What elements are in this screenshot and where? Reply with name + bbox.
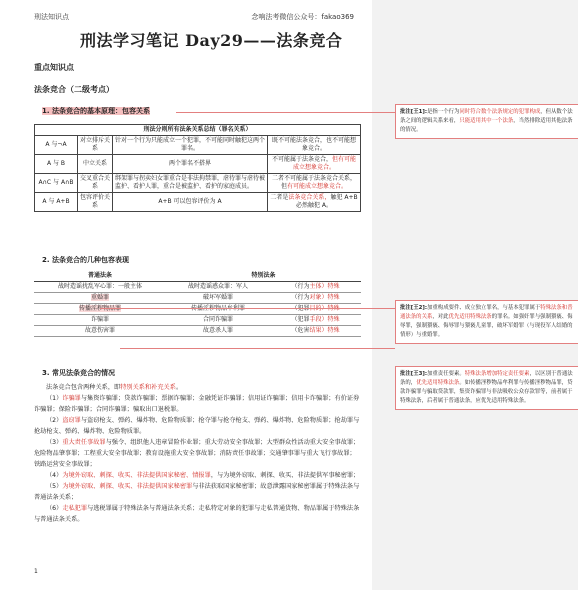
para-text: （2） <box>46 417 63 424</box>
comment-text: 的罪名。如强奸罪与强制猥亵、侮辱罪，强制猥亵、侮辱罪与猥亵儿童罪，破坏军婚罪（与现役军人结婚的情形）与重婚罪。 <box>400 314 573 338</box>
table-header-row <box>34 271 361 282</box>
header-right: 念响法考微信公众号：fakao369 <box>251 13 354 21</box>
header-left: 刑法知识点 <box>34 13 69 21</box>
cell: 中立关系 <box>78 155 113 174</box>
cell <box>34 304 166 315</box>
cell-text: 传播淫秽物品罪 <box>78 305 121 312</box>
comment-author: 批注[王3]: <box>400 371 428 377</box>
table1-caption: 刑法分则所有法条关系总结（罪名关系） <box>35 125 361 136</box>
paragraph <box>34 415 361 437</box>
comment-highlight: 特殊法条和普通法条的关系 <box>400 305 573 320</box>
comment-text: ，对此 <box>432 314 449 320</box>
cell <box>268 155 361 174</box>
cell: 战时造谣惑众罪：军人 <box>166 282 270 293</box>
cell: A∩C 与 A∩B <box>35 174 78 193</box>
cell: A 与 B <box>35 155 78 174</box>
cell-highlight: 手段）特殊 <box>309 316 340 323</box>
body-paragraphs <box>34 382 361 525</box>
page-number: 1 <box>34 568 38 575</box>
paragraph <box>34 481 361 503</box>
comment-2[interactable] <box>395 300 578 344</box>
column-header: 特别法条 <box>166 271 361 282</box>
cell-highlight: 结果）特殊 <box>309 327 340 334</box>
subheading-1-text: 1. 法条竞合的基本原理：包容关系 <box>42 107 150 115</box>
comment-connector <box>176 112 395 113</box>
table-row <box>34 304 361 315</box>
subheading-3: 3. 常见法条竞合的情况 <box>42 369 115 377</box>
page-header <box>34 12 354 22</box>
table-row <box>35 174 361 193</box>
comment-highlight: 同时符合数个法条规定的犯罪构成 <box>459 109 541 115</box>
comment-text: 。如传播淫秽物品牟利罪与传播淫秽物品罪，贷款诈骗罪与骗取贷款罪，集资诈骗罪与非法吸收公众存款罪等，前者属于特殊法条，后者属于普通法条，应优先适用特殊法条。 <box>400 380 573 404</box>
subheading-1 <box>42 106 150 116</box>
comment-text: ，但从数个法条之间的逻辑关系来看， <box>400 109 573 124</box>
table-row <box>35 155 361 174</box>
cell-text: （犯罪 <box>291 316 310 323</box>
cell: 故意杀人罪 <box>166 326 270 337</box>
cell: A 与 A+B <box>35 193 78 212</box>
para-highlight: 为境外窃取、刺探、收买、非法提供国家秘密、情报罪 <box>62 472 211 479</box>
comment-1[interactable] <box>395 104 578 139</box>
cell: 破坏军婚罪 <box>166 293 270 304</box>
cell: 针对一个行为只能成立一个犯罪，不可能同时触犯这两个罪名。 <box>113 136 268 155</box>
comment-text: ，当然排除适用其他法条的情况。 <box>400 118 573 133</box>
para-text: 与非法获取国家秘密罪；故意泄露国家秘密罪属于特殊法条与普通法条关系； <box>34 483 360 501</box>
para-text: （5） <box>46 483 63 490</box>
cell-text: 二者不可能属于法条竞合关系，但 <box>271 175 356 190</box>
para-highlight: 盗窃罪 <box>62 417 81 424</box>
cell-highlight: 对象）特殊 <box>309 294 340 301</box>
cell-highlight: 有可能成立想象竞合。 <box>287 183 348 190</box>
para-text: （3） <box>46 439 63 446</box>
table-row <box>34 315 361 326</box>
cell: A 与¬A <box>35 136 78 155</box>
para-text: 法条竞合包含两种关系，即 <box>46 384 121 391</box>
comment-text: 加重责任要素。 <box>427 371 465 377</box>
cell <box>270 326 361 337</box>
comment-highlight: 优先适用特殊法条 <box>416 380 460 386</box>
cell-text: 触犯 A+B 必然触犯 A。 <box>295 194 358 209</box>
cell: 诈骗罪 <box>34 315 166 326</box>
cell <box>268 174 361 193</box>
cell-text: （犯罪 <box>291 305 310 312</box>
table-row <box>35 136 361 155</box>
cell <box>270 304 361 315</box>
para-text: （4） <box>46 472 63 479</box>
cell <box>268 193 361 212</box>
cell: 合同诈骗罪 <box>166 315 270 326</box>
subheading-2: 2. 法条竞合的几种包容表现 <box>42 256 129 264</box>
cell-highlight: 法条竞合关系， <box>288 194 331 201</box>
cell: 战时造谣扰乱军心罪：一般主体 <box>34 282 166 293</box>
cell-text: 不可能属于法条竞合， <box>271 156 332 163</box>
comment-highlight: 优先适用特殊法条 <box>448 314 492 320</box>
special-law-table <box>34 271 361 337</box>
para-text: 与强令、组织他人违章冒险作业罪；重大劳动安全事故罪；大型群众性活动重大安全事故罪；危险物品肇事罪；工程重大安全事故罪；教育设施重大安全事故罪；消防责任事故罪；交通肇事罪与重大飞行事故罪；铁路运营安全事故罪； <box>34 439 360 468</box>
comment-sidebar <box>372 0 578 590</box>
column-header: 普通法条 <box>34 271 166 282</box>
table-row <box>34 326 361 337</box>
cell <box>270 282 361 293</box>
cell-highlight: 目的）特殊 <box>309 305 340 312</box>
paragraph <box>34 503 361 525</box>
para-text: （1） <box>46 395 63 402</box>
para-text: （6） <box>46 505 63 512</box>
cell: 对立排斥关系 <box>78 136 113 155</box>
law-relation-table <box>34 124 361 212</box>
para-text: 。 <box>175 384 183 391</box>
paragraph <box>34 393 361 415</box>
comment-connector <box>120 348 395 349</box>
para-highlight: 诈骗罪 <box>62 395 81 402</box>
para-highlight: 走私犯罪 <box>62 505 88 512</box>
comment-author: 批注[王1]: <box>400 109 428 115</box>
cell-text: 二者是 <box>270 194 289 201</box>
comment-3[interactable] <box>395 366 578 410</box>
cell: 交叉重合关系 <box>78 174 113 193</box>
para-highlight: 为境外窃取、刺探、收买、非法提供国家秘密罪 <box>62 483 193 490</box>
cell: 绑架罪与拐卖妇女罪重合是非法拘禁罪，虐待罪与虐待被监护、看护人罪，重合是被监护、看护的家庭成员。 <box>113 174 268 193</box>
table-row <box>35 193 361 212</box>
comment-text: ，以区别于普通法条的， <box>400 371 573 386</box>
section-key-points: 重点知识点 <box>34 63 74 72</box>
cell-text: （行为 <box>291 294 310 301</box>
cell <box>270 293 361 304</box>
comment-highlight: 只能适用其中一个法条 <box>459 118 514 124</box>
comment-highlight: 特殊法条增加特定责任要素 <box>464 371 530 377</box>
cell-highlight: 但有可能成立想象竞合。 <box>292 156 357 171</box>
paragraph <box>34 382 361 393</box>
comment-text: 加重构成要件、成立独立罪名，与基本犯罪属于 <box>427 305 541 311</box>
page-title: 刑法学习笔记 Day29——法条竞合 <box>80 31 343 50</box>
table-row <box>34 293 361 304</box>
para-text: 与盗窃枪支、弹药、爆炸物、危险物质罪；抢夺罪与抢夺枪支、弹药、爆炸物、危险物质罪；抢劫罪与抢劫枪支、弹药、爆炸物、危险物质罪。 <box>34 417 360 435</box>
cell: 包容评价关系 <box>78 193 113 212</box>
para-text: 与集资诈骗罪；贷款诈骗罪；票据诈骗罪；金融凭证诈骗罪；信用证诈骗罪；信用卡诈骗罪；有价证券诈骗罪；保险诈骗罪；合同诈骗罪；骗取出口退税罪。 <box>34 395 360 413</box>
para-highlight: 重大责任事故罪 <box>62 439 106 446</box>
para-text: 与逃税罪属于特殊法条与普通法条关系；走私特定对象的犯罪与走私普通货物、物品罪属于特殊法条与普通法条关系。 <box>34 505 360 523</box>
cell: 两个罪名不搭界 <box>113 155 268 174</box>
comment-author: 批注[王2]: <box>400 305 428 311</box>
cell: 传播淫秽物品牟利罪 <box>166 304 270 315</box>
table-row <box>34 282 361 293</box>
cell-text: （危害 <box>291 327 310 334</box>
comment-connector <box>100 308 395 309</box>
cell: 故意伤害罪 <box>34 326 166 337</box>
cell-highlight: 主体）特殊 <box>309 283 340 290</box>
para-highlight: 特别关系和补充关系 <box>120 384 176 391</box>
cell-text: 重婚罪 <box>90 294 109 301</box>
paragraph <box>34 470 361 481</box>
cell <box>270 315 361 326</box>
para-text: ，与为境外窃取、刺探、收买、非法提供军事秘密罪； <box>210 472 360 479</box>
paragraph <box>34 437 361 470</box>
section-fajing: 法条竞合（二级考点） <box>34 85 114 94</box>
cell-text: （行为 <box>291 283 310 290</box>
cell <box>34 293 166 304</box>
comment-text: 是指一个行为 <box>427 109 460 115</box>
cell: A+B 可以包容评价为 A <box>113 193 268 212</box>
cell: 既不可能法条竞合，也不可能想象竞合。 <box>268 136 361 155</box>
